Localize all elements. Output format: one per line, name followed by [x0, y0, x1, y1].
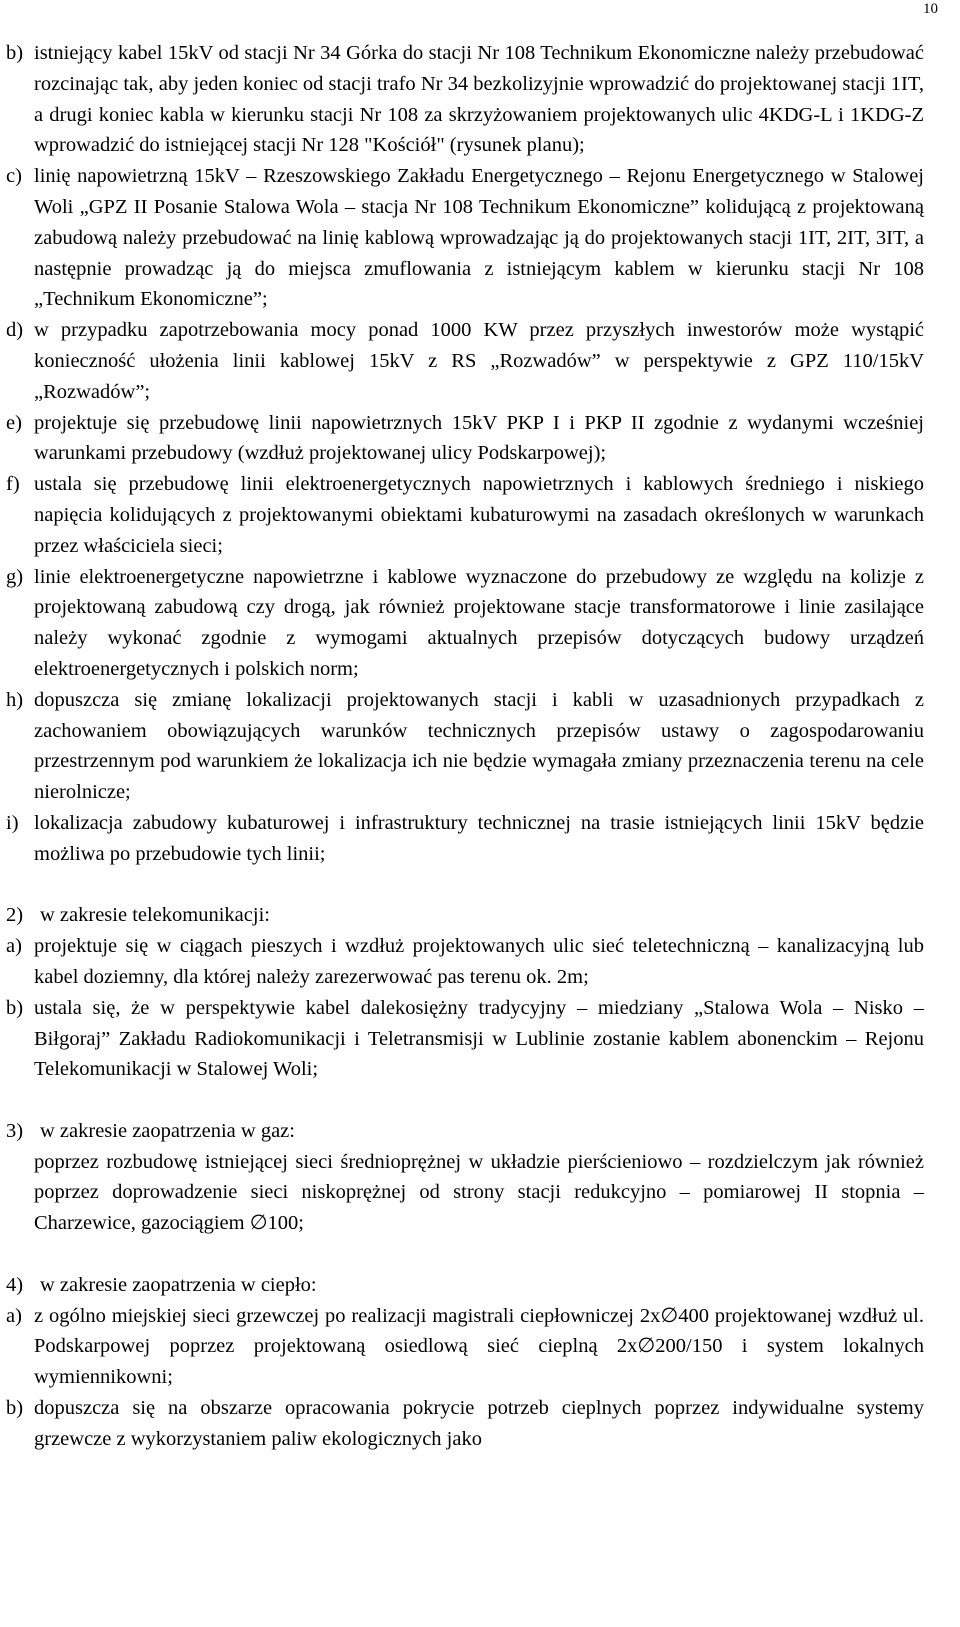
section-number: 3) [6, 1119, 24, 1142]
section-text: poprzez rozbudowę istniejącej sieci średnioprężnej w układzie pierścieniowo – rozdzielczym jak również poprzez doprowadzenie sieci niskoprężnej od strony stacji redukcyjno – pomiarowej II stopnia – Charzewice, gazociągiem ∅100; [34, 1150, 924, 1235]
item-text: ustala się, że w perspektywie kabel dalekosiężny tradycyjny – miedziany „Stalowa Wola – Nisko – Biłgoraj” Zakładu Radiokomunikacji i Teletransmisji w Lublinie zostanie kablem abonenckim – Rejonu Telekomunikacji w Stalowej Woli; [34, 996, 924, 1081]
item-text: dopuszcza się na obszarze opracowania pokrycie potrzeb cieplnych poprzez indywidualne systemy grzewcze z wykorzystaniem paliw ekologicznych jako [34, 1397, 924, 1450]
item-marker: e) [6, 411, 22, 434]
spacer [6, 1239, 924, 1270]
list-item [6, 931, 924, 993]
section-title: w zakresie telekomunikacji: [40, 904, 270, 927]
item-text: dopuszcza się zmianę lokalizacji projektowanych stacji i kabli w uzasadnionych przypadkach z zachowaniem obowiązujących warunków technicznych przepisów ustawy o zagospodarowaniu przestrzennym pod warunkiem że lokalizacja ich nie będzie wymagała zmiany przeznaczenia terenu na cele nierolnicze; [34, 688, 924, 804]
list-item [6, 685, 924, 808]
page-number: 10 [923, 1, 938, 17]
list-item [6, 808, 924, 870]
item-text: projektuje się w ciągach pieszych i wzdłuż projektowanych ulic sieć teletechniczną – kanalizacyjną lub kabel doziemny, dla której należy zarezerwować pas terenu ok. 2m; [34, 935, 924, 988]
section-title: w zakresie zaopatrzenia w ciepło: [40, 1273, 317, 1296]
section-heading [6, 1116, 924, 1147]
item-marker: f) [6, 473, 20, 496]
item-marker: h) [6, 688, 24, 711]
list-item [6, 993, 924, 1085]
section-3 [6, 1116, 924, 1239]
item-marker: c) [6, 165, 22, 188]
list-item [6, 315, 924, 407]
spacer [6, 870, 924, 901]
list-item [6, 161, 924, 315]
section-4 [6, 1270, 924, 1455]
item-marker: d) [6, 319, 24, 342]
list-item [6, 38, 924, 161]
item-marker: g) [6, 565, 24, 588]
spacer [6, 1085, 924, 1116]
item-marker: b) [6, 1397, 24, 1420]
list-item [6, 469, 924, 561]
item-marker: b) [6, 42, 24, 64]
item-text: ustala się przebudowę linii elektroenergetycznych napowietrznych i kablowych średniego i niskiego napięcia kolidujących z projektowanymi obiektami kubaturowymi na zasadach określonych w warunkach przez właściciela sieci; [34, 473, 924, 557]
item-text: z ogólno miejskiej sieci grzewczej po realizacji magistrali ciepłowniczej 2x∅400 projektowanej wzdłuż ul. Podskarpowej poprzez projektowaną osiedlową sieć cieplną 2x∅200/150 i system lokalnych wymiennikowni; [34, 1304, 924, 1389]
item-text: linię napowietrzną 15kV – Rzeszowskiego Zakładu Energetycznego – Rejonu Energetycznego w Stalowej Woli „GPZ II Posanie Stalowa Wola – stacja Nr 108 Technikum Ekonomiczne” kolidującą z projektowaną zabudową należy przebudować na linię kablową wprowadzając ją do projektowanych stacji 1IT, 2IT, 3IT, a następnie prowadząc ją do miejsca zmuflowania z istniejącym kablem w kierunku stacji Nr 108 „Technikum Ekonomiczne”; [34, 165, 924, 311]
list-item [6, 1301, 924, 1393]
item-text: w przypadku zapotrzebowania mocy ponad 1000 KW przez przyszłych inwestorów może wystąpić konieczność ułożenia linii kablowej 15kV z RS „Rozwadów” w perspektywie z GPZ 110/15kV „Rozwadów”; [34, 319, 924, 403]
section-1-list [6, 38, 924, 870]
list-item [6, 408, 924, 470]
section-heading [6, 1270, 924, 1301]
item-marker: i) [6, 811, 19, 834]
list-item [6, 562, 924, 685]
section-number: 4) [6, 1273, 24, 1296]
section-heading [6, 900, 924, 931]
section-title: w zakresie zaopatrzenia w gaz: [40, 1119, 295, 1142]
item-marker: b) [6, 996, 24, 1019]
item-text: lokalizacja zabudowy kubaturowej i infrastruktury technicznej na trasie istniejących linii 15kV będzie możliwa po przebudowie tych linii; [34, 811, 924, 865]
item-text: istniejący kabel 15kV od stacji Nr 34 Górka do stacji Nr 108 Technikum Ekonomiczne należy przebudować rozcinając tak, aby jeden koniec od stacji trafo Nr 34 bezkolizyjnie wprowadzić do projektowanej stacji 1IT, a drugi koniec kabla w kierunku stacji Nr 108 za skrzyżowaniem projektowanych ulic 4KDG-L i 1KDG-Z wprowadzić do istniejącej stacji Nr 128 "Kościół" (rysunek planu); [34, 42, 924, 157]
section-number: 2) [6, 904, 24, 927]
section-2 [6, 900, 924, 1085]
item-marker: a) [6, 935, 22, 958]
item-text: linie elektroenergetyczne napowietrzne i kablowe wyznaczone do przebudowy ze względu na kolizje z projektowaną zabudową czy drogą, jak również projektowane stacje transformatorowe i linie zasilające należy wykonać zgodnie z wymogami aktualnych przepisów dotyczących budowy urządzeń elektroenergetycznych i polskich norm; [34, 565, 924, 680]
item-text: projektuje się przebudowę linii napowietrznych 15kV PKP I i PKP II zgodnie z wydanymi wcześniej warunkami przebudowy (wzdłuż projektowanej ulicy Podskarpowej); [34, 411, 924, 465]
list-item [6, 1393, 924, 1455]
item-marker: a) [6, 1304, 22, 1327]
document-body [6, 38, 924, 1455]
